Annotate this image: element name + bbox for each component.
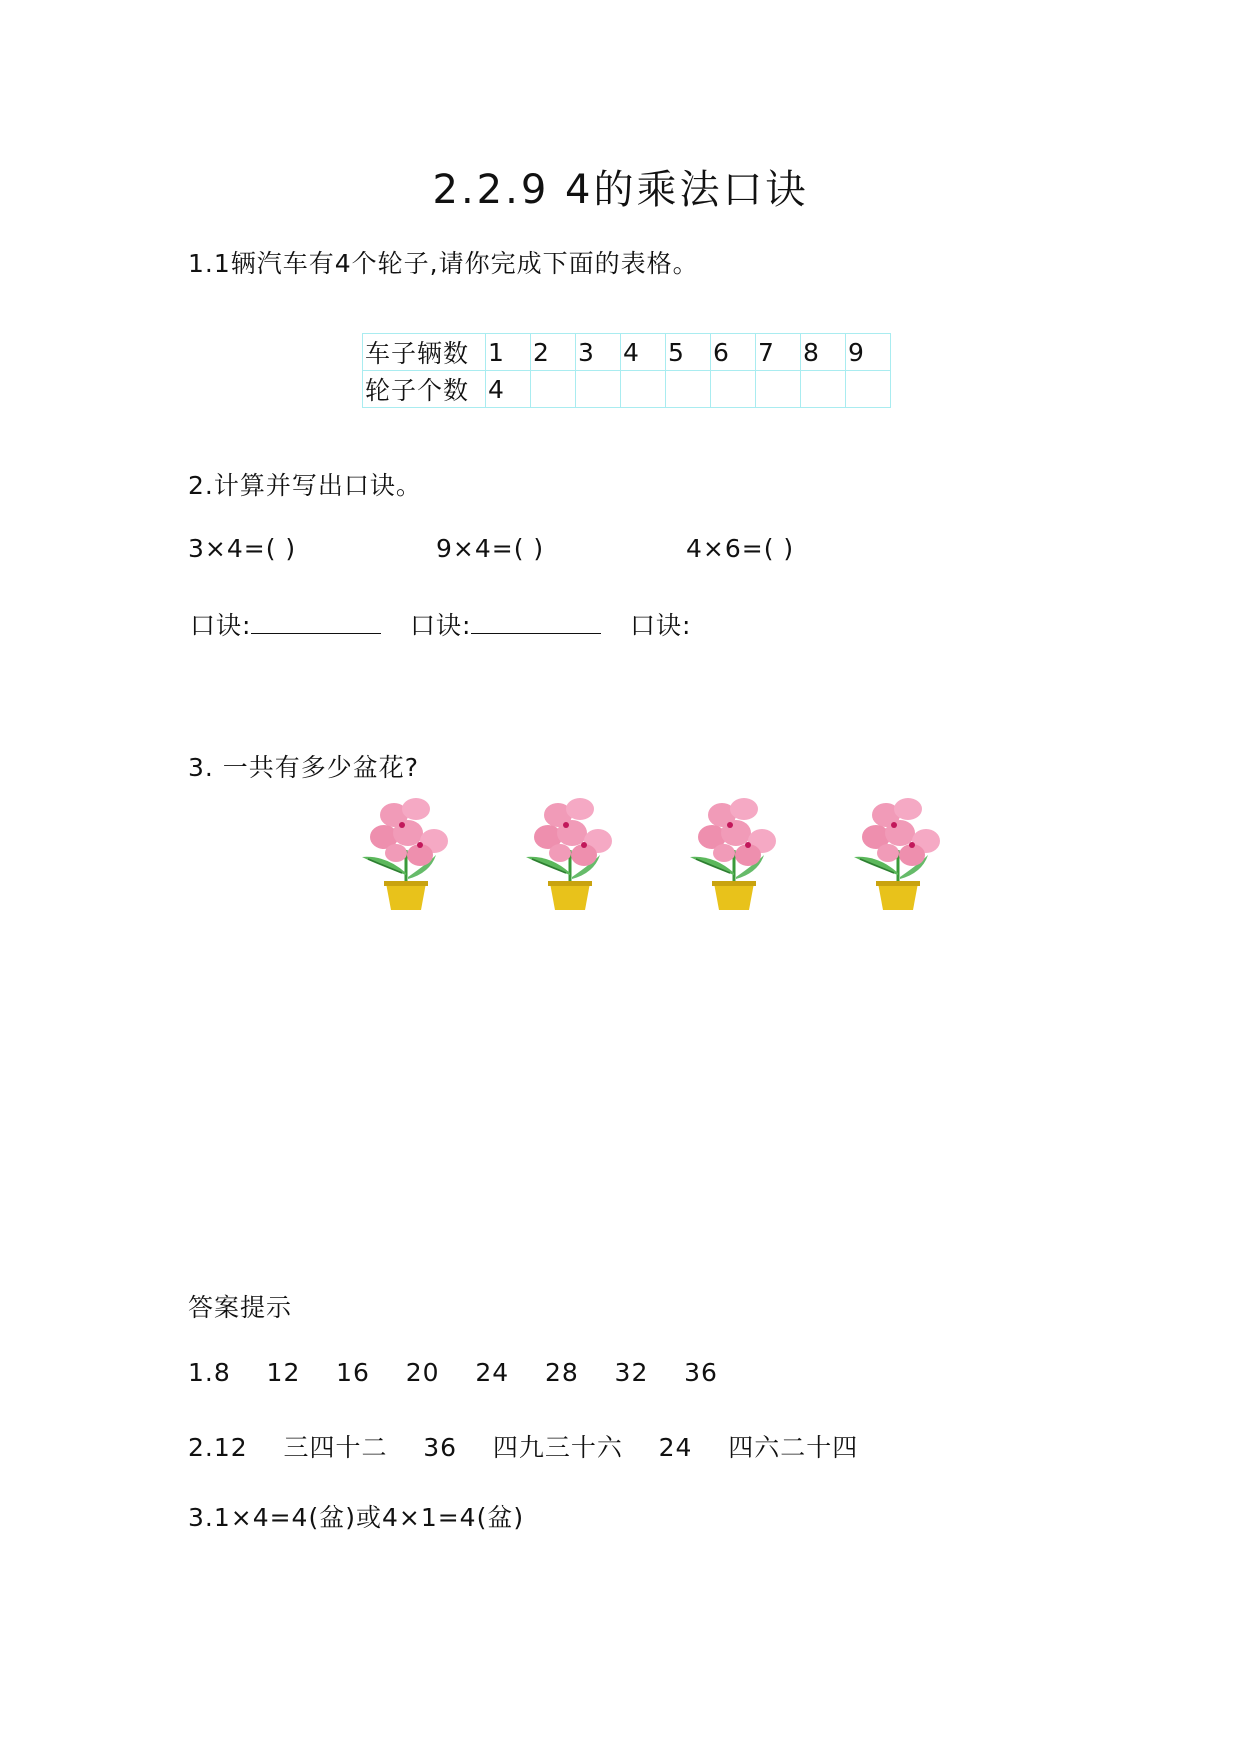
answer-cell[interactable]	[711, 371, 756, 408]
potted-flower-icon	[358, 795, 454, 911]
table-cell: 1	[486, 334, 531, 371]
table-cell: 5	[666, 334, 711, 371]
rhyme-label: 口诀:	[410, 611, 472, 640]
answer-cell[interactable]	[801, 371, 846, 408]
table-cell: 3	[576, 334, 621, 371]
cars-wheels-table	[362, 333, 891, 408]
answer-2: 2.12 三四十二 36 四九三十六 24 四六二十四	[188, 1433, 859, 1462]
table-cell: 6	[711, 334, 756, 371]
answer-cell[interactable]	[576, 371, 621, 408]
table-cell: 9	[846, 334, 891, 371]
rhyme-blank[interactable]	[251, 611, 381, 634]
rhyme-label: 口诀:	[190, 611, 252, 640]
table-row-cars	[363, 334, 891, 371]
table-cell: 4	[621, 334, 666, 371]
question-3-prompt: 3. 一共有多少盆花?	[188, 753, 420, 782]
table-cell: 8	[801, 334, 846, 371]
potted-flower-icon	[686, 795, 782, 911]
row-label-wheels: 轮子个数	[363, 371, 486, 408]
answers-heading: 答案提示	[188, 1293, 293, 1322]
question-2-prompt: 2.计算并写出口诀。	[188, 471, 422, 500]
table-cell: 7	[756, 334, 801, 371]
expression-3: 4×6=( )	[686, 534, 795, 563]
rhyme-label: 口诀:	[630, 611, 692, 640]
answer-cell[interactable]	[666, 371, 711, 408]
potted-flower-icon	[850, 795, 946, 911]
table-cell: 4	[486, 371, 531, 408]
expression-2: 9×4=( )	[436, 534, 545, 563]
page-title: 2.2.9 4的乘法口诀	[432, 167, 809, 213]
question-1-prompt: 1.1辆汽车有4个轮子,请你完成下面的表格。	[188, 249, 699, 278]
answer-3: 3.1×4=4(盆)或4×1=4(盆)	[188, 1503, 525, 1532]
expression-1: 3×4=( )	[188, 534, 297, 563]
row-label-cars: 车子辆数	[363, 334, 486, 371]
answer-cell[interactable]	[621, 371, 666, 408]
table-cell: 2	[531, 334, 576, 371]
answer-cell[interactable]	[846, 371, 891, 408]
rhyme-blank[interactable]	[471, 611, 601, 634]
answer-cell[interactable]	[531, 371, 576, 408]
rhyme-answer-1	[190, 606, 381, 642]
potted-flower-icon	[522, 795, 618, 911]
table-row-wheels	[363, 371, 891, 408]
rhyme-answer-3	[630, 606, 691, 642]
answer-1: 1.8 12 16 20 24 28 32 36	[188, 1358, 718, 1387]
rhyme-answer-2	[410, 606, 601, 642]
answer-cell[interactable]	[756, 371, 801, 408]
